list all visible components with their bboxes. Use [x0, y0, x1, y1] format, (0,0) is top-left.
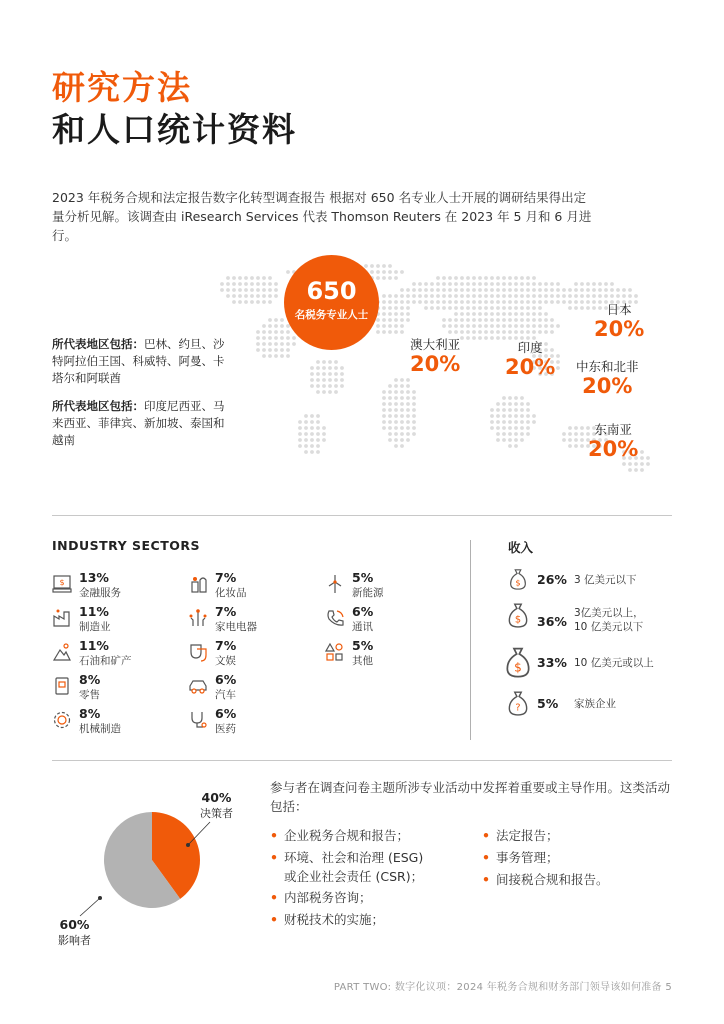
- represented-head: 所代表地区包括：: [52, 337, 144, 351]
- region-name: 澳大利亚: [410, 337, 461, 352]
- sector-pct: 5%: [352, 638, 374, 653]
- income-pct: 26%: [537, 572, 567, 587]
- income-pct: 5%: [537, 696, 559, 711]
- region-pct: 20%: [505, 355, 556, 379]
- leader-line-decision-makers: [188, 822, 210, 845]
- sector-pct: 7%: [215, 638, 237, 653]
- income-desc-line: 10 亿美元或以上: [574, 657, 654, 669]
- svg-text:?: ?: [515, 702, 521, 714]
- leader-line-influencers: [80, 898, 100, 916]
- sector-name: 金融服务: [79, 587, 121, 599]
- activity-item: • 内部税务咨询；: [270, 888, 372, 907]
- sector-pct: 13%: [79, 570, 109, 585]
- sector-pct: 6%: [352, 604, 374, 619]
- svg-text:$: $: [515, 577, 521, 588]
- respondent-label: 名税务专业人士: [294, 309, 369, 321]
- sector-pct: 11%: [79, 604, 109, 619]
- activity-item: • 事务管理；: [482, 848, 559, 867]
- sector-name: 汽车: [215, 689, 236, 701]
- sector-name: 医药: [215, 723, 236, 735]
- activities-intro: 参与者在调查问卷主题所涉专业活动中发挥着重要或主导作用。这类活动包括：: [270, 780, 671, 814]
- pie-label-name: 影响者: [58, 934, 91, 947]
- income-pct: 33%: [537, 655, 567, 670]
- intro-paragraph: 2023 年税务合规和法定报告数字化转型调查报告 根据对 650 名专业人士开展的调研结果得出定量分析见解。该调查由 iResearch Services 代表 Thomson Reuters 在 2023 年 5 月和 6 月进行。: [52, 190, 592, 243]
- pie-label-name: 决策者: [200, 807, 233, 820]
- sector-name: 家电电器: [215, 621, 257, 633]
- sector-pct: 5%: [352, 570, 374, 585]
- region-pct: 20%: [588, 437, 639, 461]
- sector-name: 制造业: [79, 621, 111, 633]
- income-desc-line: 3亿美元以上，: [574, 607, 644, 619]
- region-name: 中东和北非: [576, 359, 639, 374]
- page-title-line1: 研究方法: [52, 68, 192, 107]
- activity-item: • 财税技术的实施；: [270, 910, 384, 929]
- represented-body: 印度尼西亚、马来西亚、菲律宾、新加坡、泰国和越南: [52, 399, 225, 447]
- sector-pct: 6%: [215, 706, 237, 721]
- represented-head: 所代表地区包括：: [52, 399, 144, 413]
- sector-pct: 7%: [215, 570, 237, 585]
- svg-text:$: $: [514, 660, 522, 675]
- sector-name: 文娱: [215, 655, 236, 667]
- region-name: 日本: [606, 302, 632, 317]
- income-pct: 36%: [537, 614, 567, 629]
- sector-name: 其他: [352, 655, 373, 667]
- activity-item: • 间接税合规和报告。: [482, 870, 609, 889]
- income-desc-line: 10 亿美元以下: [574, 621, 644, 633]
- page-footer: PART TWO: 数字化议项：2024 年税务合规和财务部门领导该如何准备 5: [333, 982, 672, 993]
- income-desc-line: 3 亿美元以下: [574, 574, 637, 586]
- leader-dot-influencers: [98, 896, 102, 900]
- sector-name: 机械制造: [79, 723, 121, 735]
- region-pct: 20%: [594, 317, 645, 341]
- activity-item-text: 环境、社会和治理 (ESG): [284, 850, 424, 865]
- sector-pct: 11%: [79, 638, 109, 653]
- sector-name: 石油和矿产: [79, 655, 132, 667]
- sector-name: 零售: [79, 689, 100, 701]
- sector-name: 通讯: [352, 621, 373, 633]
- region-name: 印度: [517, 340, 543, 355]
- activity-item: • 法定报告；: [482, 826, 559, 845]
- region-name: 东南亚: [594, 422, 632, 437]
- income-title: 收入: [508, 540, 534, 555]
- region-pct: 20%: [410, 352, 461, 376]
- activity-item: • 企业税务合规和报告；: [270, 826, 409, 845]
- respondent-count: 650: [306, 277, 357, 305]
- sector-pct: 6%: [215, 672, 237, 687]
- svg-text:$: $: [514, 614, 522, 626]
- leader-dot-decision-makers: [186, 843, 190, 847]
- sector-pct: 7%: [215, 604, 237, 619]
- region-pct: 20%: [582, 374, 633, 398]
- sector-name: 化妆品: [215, 587, 247, 599]
- page-title-line2: 和人口统计资料: [52, 110, 297, 149]
- represented-body: 巴林、约旦、沙特阿拉伯王国、科威特、阿曼、卡塔尔和阿联酋: [52, 337, 225, 385]
- sectors-title: INDUSTRY SECTORS: [52, 538, 201, 553]
- svg-text:$: $: [59, 578, 65, 587]
- sector-pct: 8%: [79, 706, 101, 721]
- sector-name: 新能源: [352, 587, 384, 599]
- income-desc-line: 家族企业: [574, 698, 616, 710]
- pie-label-pct: 40%: [201, 790, 232, 805]
- activity-item-cont: 或企业社会责任 (CSR)；: [284, 869, 424, 884]
- pie-label-pct: 60%: [59, 917, 90, 932]
- sector-pct: 8%: [79, 672, 101, 687]
- activity-item: [270, 848, 423, 886]
